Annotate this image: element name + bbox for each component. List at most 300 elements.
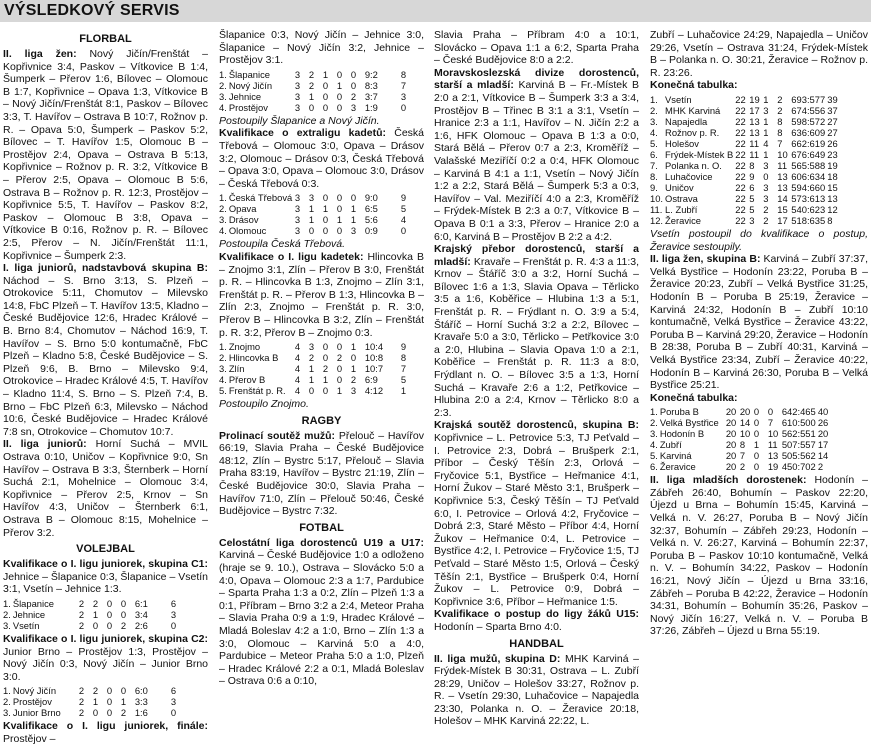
rank-cell: 2. [219, 352, 227, 364]
stat-cell: 540:623 [791, 203, 826, 215]
stat-cell: 3 [763, 159, 769, 171]
rank-cell: 1. [219, 192, 227, 204]
table-row [219, 225, 423, 236]
florbal-juniori-ii-paragraph [3, 438, 208, 539]
team-cell: Šlapanice [228, 68, 271, 80]
stat-cell: 2 [78, 696, 85, 708]
stat-cell: 2 [308, 352, 315, 364]
stat-cell: 9:2 [364, 68, 378, 80]
team-cell: Drásov [228, 214, 259, 226]
stat-cell: 3 [763, 181, 769, 193]
stat-cell: 0 [322, 385, 329, 397]
stat-cell: 6:1 [134, 597, 148, 609]
stat-cell: 27 [827, 126, 838, 138]
divize-paragraph [434, 67, 639, 243]
rank-cell: 5. [650, 137, 658, 149]
rank-cell: 1. [3, 597, 11, 609]
table-row [219, 192, 423, 203]
standings-table [3, 685, 193, 718]
stat-cell: 2 [336, 352, 343, 364]
paragraph-text: Karviná B – Fr.-Místek B 2:0 a 2:1, Vítkovice B – Šumperk 3:3 a 3:4, Prostějov B – Třinec B 3:1 a 3:1, Vsetín – Hranice 2:3 a 1:1, Havířov – N. Jičín 2:2 a 1:6, HFK Olomouc – Opava B 1:3 a 0:0, Stará Bělá – Přerov 0:7 a 2:3, Kroměříž – Valašské Meziříčí 0:2 a 0:4, HFK Olomouc – Karviná B 4:1 a 1:1, Vsetín – Nový Jičín 1:2 a 2:2, Stará Bělá – Šumperk 5:3 a 0:3, Havířov – Val. Meziříčí 4:0 a 2:3, Kroměříž – Frýdek-Místek B 2:3 a 0:7, Vítkovice B – Opava B 0:1 a 3:3, Přerov – Hranice 2:0 a 6:0, Karviná B – Prostějov B 2:2 a 4:2. [434, 79, 640, 243]
stat-cell: 1 [350, 214, 357, 226]
stat-cell: 3 [350, 385, 357, 397]
stat-cell: 1:9 [364, 101, 378, 113]
stat-cell: 1 [308, 363, 315, 375]
stat-cell: 0 [336, 192, 343, 204]
stat-cell: 23 [827, 148, 838, 160]
stat-cell: 2 [777, 104, 783, 116]
stat-cell: 6 [170, 685, 177, 697]
team-cell: Polanka n. O. [665, 159, 722, 171]
standings-note: Postoupily Šlapanice a Nový Jičín. [219, 114, 380, 127]
stat-cell: 610:500 [781, 417, 816, 429]
volejbal-final-paragraph [3, 720, 208, 745]
rank-cell: 4. [650, 126, 658, 138]
stat-cell: 2 [350, 90, 357, 102]
stat-cell: 22 [735, 203, 746, 215]
stat-cell: 1:6 [134, 707, 148, 719]
paragraph-text: MHK Karviná – Frýdek-Místek B 30:31, Ostrava – L. Zubří 28:29, Uničov – Holešov 33:27, Rožnov p. R. – Vsetín 29:30, Luhačovice – Napajedla 23:30, Polanka n. O. – Žeravice 20:18, Holešov – MHK Karviná 22:22, L. [434, 652, 639, 728]
paragraph-label: Kvalifikace o extraligu kadetů: [219, 127, 387, 140]
stat-cell: 1 [308, 214, 315, 226]
stat-cell: 1 [322, 68, 329, 80]
rank-cell: 3. [650, 428, 658, 440]
paragraph-label: Kvalifikace o postup do ligy žáků U15: [434, 608, 639, 621]
stat-cell: 3 [400, 90, 407, 102]
stat-cell: 1 [763, 126, 769, 138]
stat-cell: 450:702 [781, 461, 816, 473]
stat-cell: 0 [350, 352, 357, 364]
stat-cell: 2 [120, 707, 127, 719]
team-cell: Prostějov [228, 101, 268, 113]
stat-cell: 0 [753, 461, 760, 473]
stat-cell: 6:9 [364, 374, 378, 386]
stat-cell: 2 [308, 79, 315, 91]
stat-cell: 10 [739, 428, 751, 440]
team-cell: Napajedla [665, 115, 708, 127]
stat-cell: 3 [308, 192, 315, 204]
table-row [219, 385, 423, 396]
stat-cell: 17 [817, 439, 829, 451]
team-cell: Jehnice [12, 608, 46, 620]
section-ragby-heading: RAGBY [301, 414, 342, 427]
stat-cell: 1 [92, 608, 99, 620]
column-2 [219, 29, 425, 688]
team-cell: Nový Jičín [12, 685, 57, 697]
stat-cell: 14 [739, 417, 751, 429]
paragraph-label: Prolinací soutěž mužů: [219, 429, 336, 442]
team-cell: Luhačovice [665, 170, 713, 182]
standings-table [650, 94, 849, 226]
stat-cell: 0 [322, 214, 329, 226]
krajska-soutez-paragraph [434, 419, 639, 608]
stat-cell: 3 [294, 90, 301, 102]
stat-cell: 4 [400, 214, 407, 226]
stat-cell: 11 [767, 439, 778, 451]
paragraph-text: Karviná – České Budějovice 1:0 a odloženo (hraje se 9. 10.), Ostrava – Slovácko 5:0 a 4:0, Opava – Olomouc 2:3 a 1:7, Pardubice – Sparta Praha 1:3 a 0:2, Zlín – Plzeň 1:3 a 0:1, Příbram – Brno 3:2 a 2:4, Meteor Praha – Slavia Praha 0:9 a 1:9, Hradec Králové – Mladá Boleslav 4:2 a 1:0, Brno – Zlín 1:3 a 3:0, Olomouc – Karviná 5:0 a 4:0, Pardubice – Meteor Praha 5:0 a 1:0, Plzeň – Hradec Králové 2:2 a 0:1, Mladá Boleslav – Ostrava 0:6 a 0:10, [219, 549, 424, 688]
stat-cell: 7 [400, 79, 407, 91]
table-row [3, 707, 193, 718]
stat-cell: 3 [294, 214, 301, 226]
stat-cell: 2 [120, 619, 127, 631]
rank-cell: 3. [219, 90, 227, 102]
paragraph-label: II. liga žen: [3, 48, 77, 60]
section-florbal-heading: FLORBAL [79, 33, 132, 45]
stat-cell: 636:609 [791, 126, 826, 138]
stat-cell: 3 [294, 225, 301, 237]
stat-cell: 642:465 [781, 406, 816, 418]
handbal-zeny-paragraph [650, 253, 868, 392]
rank-cell: 4. [219, 101, 227, 113]
stat-cell: 1 [308, 203, 315, 215]
stat-cell: 9 [400, 192, 407, 204]
stat-cell: 2 [78, 608, 85, 620]
paragraph-label: I. liga juniorů, nadstavbová skupina B: [3, 262, 208, 275]
stat-cell: 20 [725, 439, 737, 451]
stat-cell: 3 [170, 696, 177, 708]
stat-cell: 0 [336, 225, 343, 237]
stat-cell: 2:6 [134, 619, 148, 631]
table-row [650, 116, 849, 127]
stat-cell: 1 [120, 696, 127, 708]
team-cell: Poruba B [659, 406, 699, 418]
kadetky-paragraph [219, 251, 424, 339]
florbal-zeny-paragraph [3, 48, 208, 262]
stat-cell: 4 [294, 352, 301, 364]
team-cell: Frýdek-Místek B [665, 148, 734, 160]
stat-cell: 22 [735, 192, 746, 204]
paragraph-label: II. liga juniorů: [3, 438, 87, 451]
stat-cell: 1 [322, 374, 329, 386]
stat-cell: 2 [308, 68, 315, 80]
table-label: Konečná tabulka: [650, 79, 738, 92]
stat-cell: 20 [725, 417, 737, 429]
section-volejbal-heading: VOLEJBAL [76, 543, 135, 556]
stat-cell: 0 [106, 707, 113, 719]
paragraph-label: Kvalifikace o I. ligu juniorek, skupina C1: [3, 558, 208, 571]
stat-cell: 13 [777, 181, 788, 193]
team-cell: Vsetín [665, 93, 692, 105]
stat-cell: 5:6 [364, 214, 378, 226]
stat-cell: 15 [777, 203, 788, 215]
stat-cell: 19 [749, 93, 760, 105]
kvalifikace-u15-paragraph [434, 608, 639, 633]
fotbal-paragraph [219, 537, 424, 688]
stat-cell: 22 [735, 93, 746, 105]
stat-cell: 13 [777, 170, 788, 182]
stat-cell: 11 [749, 137, 760, 149]
stat-cell: 0 [106, 619, 113, 631]
team-cell: Znojmo [228, 341, 261, 353]
rank-cell: 4. [219, 225, 227, 237]
team-cell: Frenštát p. R. [228, 385, 286, 397]
stat-cell: 0 [753, 428, 760, 440]
stat-cell: 2 [739, 461, 746, 473]
stat-cell: 10 [767, 428, 779, 440]
rank-cell: 3. [3, 619, 11, 631]
team-cell: Přerov B [228, 374, 266, 386]
stat-cell: 0 [350, 192, 357, 204]
paragraph-label: Krajský přebor dorostenců, starší a mladší: [434, 243, 639, 268]
stat-cell: 0 [106, 696, 113, 708]
team-cell: Zubří [659, 439, 682, 451]
stat-cell: 11 [777, 159, 788, 171]
stat-cell: 22 [735, 137, 746, 149]
stat-cell: 20 [725, 450, 737, 462]
stat-cell: 1 [336, 385, 343, 397]
volejbal-c2-paragraph [3, 633, 208, 683]
table-row [650, 182, 849, 193]
stat-cell: 598:572 [791, 115, 826, 127]
rank-cell: 1. [219, 341, 227, 353]
paragraph-text: Prostějov – [3, 732, 56, 745]
paragraph-label: Krajská soutěž dorostenců, skupina B: [434, 419, 639, 432]
column-3 [434, 29, 640, 728]
stat-cell: 6:0 [134, 685, 148, 697]
stat-cell: 17 [749, 104, 760, 116]
paragraph-label: Kvalifikace o I. ligu juniorek, finále: [3, 720, 208, 733]
table-row [219, 203, 423, 214]
stat-cell: 19 [827, 159, 838, 171]
volejbal-c1-paragraph [3, 558, 208, 596]
stat-cell: 3 [749, 214, 755, 226]
stat-cell: 2 [817, 461, 824, 473]
stat-cell: 22 [735, 115, 746, 127]
team-cell: Ostrava [665, 192, 698, 204]
stat-cell: 0 [92, 619, 99, 631]
volejbal-final-continued: Šlapanice 0:3, Nový Jičín – Jehnice 3:0, Šlapanice – Nový Jičín 3:2, Jehnice – Prostějov 3:1. [219, 29, 424, 67]
stat-cell: 2 [78, 597, 85, 609]
table-row [650, 138, 849, 149]
table-row [650, 406, 840, 417]
rank-cell: 3. [650, 115, 658, 127]
stat-cell: 0 [170, 619, 177, 631]
table-row [219, 91, 423, 102]
stat-cell: 18 [827, 170, 838, 182]
stat-cell: 8 [777, 115, 783, 127]
table-row [650, 439, 840, 450]
stat-cell: 13 [749, 115, 760, 127]
paragraph-text: Horní Suchá – MVIL Ostrava 0:10, Uničov – Kopřivnice 9:0, Sn Havířov – Ostrava B 3:3, Šternberk – Horní Suchá 2:1, Mohelnice – Olomouc 3:4, Kopřivnice – Přerov 2:5, Krnov – Sn Havířov 4:3, Uničov – Šternberk 6:1, Ostrava B – Olomouc 8:15, Mohelnice – Přerov 3:2. [3, 438, 209, 539]
stat-cell: 8:3 [364, 79, 378, 91]
stat-cell: 2 [78, 685, 85, 697]
table-row [3, 609, 193, 620]
rank-cell: 10. [650, 192, 664, 204]
stat-cell: 8 [739, 439, 746, 451]
team-cell: Vsetín [12, 619, 40, 631]
team-cell: L. Zubří [665, 203, 698, 215]
stat-cell: 518:635 [791, 214, 826, 226]
stat-cell: 2 [92, 597, 99, 609]
stat-cell: 17 [777, 214, 788, 226]
stat-cell: 606:634 [791, 170, 826, 182]
stat-cell: 10:4 [364, 341, 384, 353]
rank-cell: 1. [3, 685, 11, 697]
team-cell: Rožnov p. R. [665, 126, 720, 138]
stat-cell: 693:577 [791, 93, 826, 105]
stat-cell: 4:12 [364, 385, 384, 397]
stat-cell: 0 [106, 608, 113, 620]
stat-cell: 2 [350, 374, 357, 386]
stat-cell: 3 [294, 192, 301, 204]
stat-cell: 4 [763, 137, 769, 149]
stat-cell: 0 [350, 79, 357, 91]
standings-table [3, 598, 193, 631]
team-cell: Junior Brno [12, 707, 61, 719]
stat-cell: 20 [817, 428, 829, 440]
table-row [219, 352, 423, 363]
table-row [650, 417, 840, 428]
stat-cell: 0 [308, 225, 315, 237]
stat-cell: 0 [753, 417, 760, 429]
table-row [219, 69, 423, 80]
table-row [219, 363, 423, 374]
paragraph-text: Přelouč – Havířov 66:19, Slavia Praha – České Budějovice 48:12, Zlín – Bystrc 5:17, Přelouč – Slavia Praha 83:19, Havířov – Bystrc 21:19, Zlín – České Budějovice 30:0, Slavia Praha – Havířov 71:0, Zlín – Přelouč 50:46, České Budějovice – Bystrc 7:32. [219, 429, 424, 518]
table-label: Konečná tabulka: [650, 391, 738, 404]
rank-cell: 7. [650, 159, 658, 171]
stat-cell: 2 [322, 363, 329, 375]
rank-cell: 4. [219, 374, 227, 386]
rank-cell: 1. [650, 93, 658, 105]
paragraph-label: II. liga žen, skupina B: [650, 253, 761, 266]
rank-cell: 3. [219, 214, 227, 226]
stat-cell: 1 [400, 385, 407, 397]
rank-cell: 1. [219, 68, 227, 80]
stat-cell: 3:4 [134, 608, 148, 620]
table-row [3, 598, 193, 609]
stat-cell: 0 [322, 90, 329, 102]
stat-cell: 7 [777, 137, 783, 149]
standings-note: Vsetín postoupil do kvalifikace o postup, Žeravice sestoupily. [650, 227, 868, 253]
paragraph-text: Hodonín – Sparta Brno 4:0. [434, 620, 562, 633]
stat-cell: 9 [400, 341, 407, 353]
stat-cell: 0 [753, 450, 760, 462]
team-cell: Česká Třebová [228, 192, 293, 204]
ragby-paragraph [219, 430, 424, 518]
stat-cell: 0 [350, 68, 357, 80]
stat-cell: 0 [308, 385, 315, 397]
stat-cell: 0 [106, 685, 113, 697]
stat-cell: 3 [763, 192, 769, 204]
stat-cell: 573:613 [791, 192, 826, 204]
stat-cell: 0 [763, 170, 769, 182]
stat-cell: 0 [120, 608, 127, 620]
stat-cell: 20 [725, 461, 737, 473]
stat-cell: 1 [336, 79, 343, 91]
stat-cell: 19 [767, 461, 779, 473]
stat-cell: 5 [749, 203, 755, 215]
stat-cell: 3 [170, 608, 177, 620]
paragraph-text: Kravaře – Frenštát p. R. 4:3 a 11:3, Krnov – Štáříč 3:0 a 3:2, Horní Suchá – Bílovec 1:6 a 1:3, Slavia Opava – Těrlicko 3:5 a 1:6, Koběřice – Hlubina 1:3 a 5:1, Frenštát p. R. – Frýdlant n. O. 3:9 a 5:4, Štáříč – Horní Suchá 3:2 a 2:2, Bílovec – Kravaře 5:0 a 3:0, Těrlicko – Petřkovice 3:0 a 2:0, Hlubina – Slavia Opava 1:0 a 2:1, Koběřice – Frenštát p. R. 11:3 a 8:0, Frýdlant n. O. – Bílovec 3:5 a 1:3, Horní Suchá – Kravaře 2:6 a 1:2, Petřkovice – Hlubina 2:0 a 2:4, Krnov – Těrlicko 8:0 a 2:3. [434, 255, 639, 419]
stat-cell: 3 [763, 104, 769, 116]
stat-cell: 0 [322, 341, 329, 353]
standings-table [219, 192, 423, 236]
team-cell: Holešov [665, 137, 699, 149]
stat-cell: 1 [763, 148, 769, 160]
team-cell: Uničov [665, 181, 694, 193]
stat-cell: 39 [827, 93, 838, 105]
stat-cell: 1 [763, 115, 769, 127]
paragraph-text: Hodonín – Zábřeh 26:40, Bohumín – Paskov 22:20, Újezd u Brna – Bohumín 15:45, Karviná – Velká n. V. 26:27, Poruba B – Nový Jičín 32:37, Bohumín – Zábřeh 29:23, Hodonín – Velká n. V. 26:27, Karviná – Bohumín 22:37, Poruba B – Paskov 10:10 kontumačně, Velká n. V. – Bohumín 34:22, Paskov – Hodonín 16:21, Nový Jičín – Újezd u Brna 33:16, Zábřeh – Poruba B 42:22, Žeravice – Hodonín 34:31, Bohumín – Bohumín 35:26, Paskov – Nový Jičín 16:27, Velká n. V. – Poruba B 37:26, Zábřeh – Újezd u Brna 55:19. [650, 474, 869, 638]
stat-cell: 0 [336, 101, 343, 113]
stat-cell: 22 [735, 170, 746, 182]
stat-cell: 4 [294, 341, 301, 353]
stat-cell: 0 [336, 374, 343, 386]
table-row [3, 696, 193, 707]
stat-cell: 3 [294, 68, 301, 80]
stat-cell: 20 [725, 406, 737, 418]
paragraph-text: Hlincovka B – Znojmo 3:1, Zlín – Přerov B 3:0, Frenštát p. R. – Hlincovka B 1:3, Znojmo – Zlín 3:1, Frenštát p. R. – Přerov B 1:3, Hlincovka B – Zlín 2:3, Znojmo – Frenštát p. R. 3:0, Přerov B – Hlincovka B 3:2, Zlín – Frenštát p. R. 3:2, Přerov B – Znojmo 0:3. [219, 250, 425, 339]
paragraph-label: Kvalifikace o I. ligu juniorek, skupina C2: [3, 632, 208, 645]
stat-cell: 505:562 [781, 450, 816, 462]
stat-cell: 674:556 [791, 104, 826, 116]
team-cell: Karviná [659, 450, 692, 462]
stat-cell: 20 [725, 428, 737, 440]
team-cell: Nový Jičín [228, 79, 273, 91]
rank-cell: 2. [219, 203, 227, 215]
section-fotbal-heading: FOTBAL [299, 521, 344, 534]
stat-cell: 8 [777, 126, 783, 138]
stat-cell: 4 [294, 363, 301, 375]
stat-cell: 0 [336, 363, 343, 375]
table-row [650, 193, 849, 204]
stat-cell: 22 [735, 159, 746, 171]
stat-cell: 5 [749, 192, 755, 204]
stat-cell: 9:0 [364, 192, 378, 204]
table-row [650, 428, 840, 439]
team-cell: Žeravice [665, 214, 701, 226]
rank-cell: 6. [650, 148, 658, 160]
rank-cell: 3. [3, 707, 11, 719]
stat-cell: 22 [735, 214, 746, 226]
team-cell: Olomouc [228, 225, 267, 237]
stat-cell: 0 [120, 597, 127, 609]
table-row [650, 450, 840, 461]
rank-cell: 2. [219, 79, 227, 91]
stat-cell: 662:619 [791, 137, 826, 149]
stat-cell: 26 [827, 137, 838, 149]
stat-cell: 15 [827, 181, 838, 193]
team-cell: Hodonín B [659, 428, 705, 440]
table-row [650, 94, 849, 105]
stat-cell: 0 [336, 341, 343, 353]
paragraph-label: Celostátní liga dorostenců U19 a U17: [219, 536, 424, 549]
rank-cell: 3. [219, 363, 227, 375]
stat-cell: 0:9 [364, 225, 378, 237]
stat-cell: 0 [336, 68, 343, 80]
paragraph-label: II. liga mužů, skupina D: [434, 652, 561, 665]
stat-cell: 3 [350, 101, 357, 113]
rank-cell: 2. [3, 696, 11, 708]
stat-cell: 0 [308, 101, 315, 113]
stat-cell: 594:660 [791, 181, 826, 193]
stat-cell: 22 [735, 126, 746, 138]
stat-cell: 1 [92, 696, 99, 708]
stat-cell: 14 [817, 450, 829, 462]
stat-cell: 1 [350, 203, 357, 215]
table-row [650, 461, 840, 472]
mladsi-dorostenky-paragraph [650, 474, 868, 638]
paragraph-text: Karviná – Zubří 37:37, Velká Bystřice – Hodonín 23:22, Poruba B – Žeravice 20:23, Zubří – Velká Bystřice 31:25, Hodonín B – Poruba B 25:19, Žeravice – Karviná 24:32, Hodonín B – Zubří 10:10 kontumačně, Velká Bystřice – Žeravice 43:22, Poruba B – Karviná 29:20, Žeravice – Hodonín B 28:38, Poruba B – Zubří 40:31, Karviná – Velká Bystřice 23:34, Zubří – Žeravice 40:22, Hodonín B – Karviná 26:30, Poruba B – Velká Bystřice 25:21. [650, 253, 868, 392]
stat-cell: 0 [753, 406, 760, 418]
stat-cell: 3 [294, 79, 301, 91]
table-row [650, 215, 849, 226]
stat-cell: 0 [322, 101, 329, 113]
rank-cell: 12. [650, 214, 664, 226]
stat-cell: 507:557 [781, 439, 816, 451]
stat-cell: 0 [336, 90, 343, 102]
paragraph-text: Junior Brno – Prostějov 1:3, Prostějov – Nový Jičín 0:3, Nový Jičín – Junior Brno 3:0. [3, 645, 208, 683]
